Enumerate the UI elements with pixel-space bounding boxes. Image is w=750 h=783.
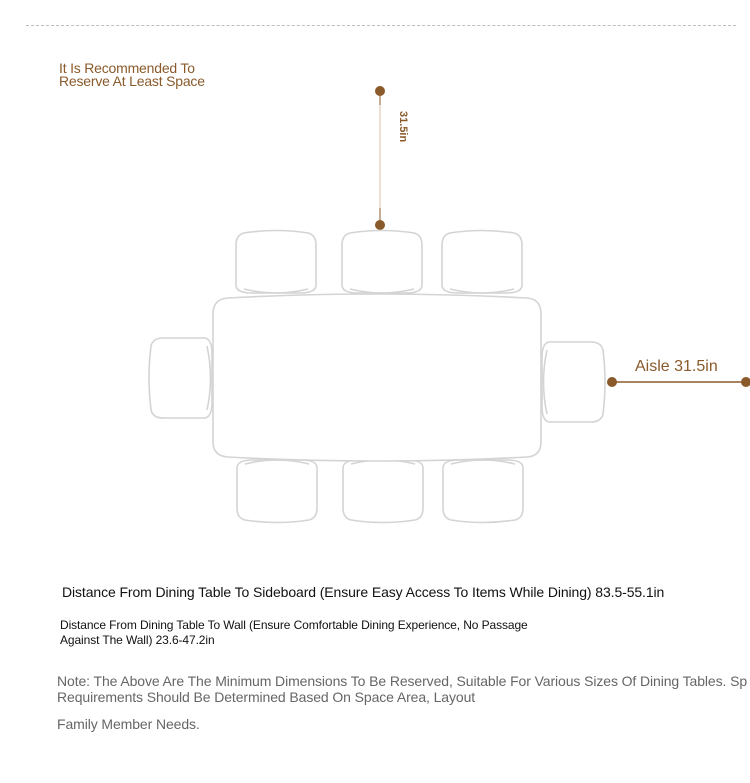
- note-text: [57, 673, 750, 732]
- aisle-dimension-line: [607, 377, 750, 387]
- top-gap-dimension-label: 31.5in: [397, 111, 409, 143]
- chair-top-center: [342, 231, 422, 294]
- wall-distance-text: [60, 618, 528, 647]
- note-line-1: Note: The Above Are The Minimum Dimensions To Be Reserved, Suitable For Various Sizes Of Dining Tables. Sp: [57, 673, 748, 689]
- chair-left-end: [149, 338, 212, 418]
- aisle-endpoint-right: [741, 377, 750, 387]
- chair-bottom-right: [443, 460, 523, 523]
- sideboard-distance-text: Distance From Dining Table To Sideboard (Ensure Easy Access To Items While Dining) 83.5-55.1in: [62, 584, 665, 600]
- aisle-endpoint-left: [607, 377, 617, 387]
- note-line-2: Requirements Should Be Determined Based On Space Area, Layout: [57, 689, 476, 705]
- dimension-endpoint-top: [375, 86, 385, 96]
- dimension-endpoint-bottom: [375, 220, 385, 230]
- note-line-3: Family Member Needs.: [57, 716, 200, 732]
- chair-bottom-center: [343, 460, 423, 523]
- chair-top-left: [236, 231, 316, 294]
- chair-bottom-left: [237, 460, 317, 523]
- chair-top-right: [442, 231, 522, 294]
- recommendation-line-2: Reserve At Least Space: [59, 72, 205, 89]
- recommendation-line-1: It Is Recommended To: [59, 60, 195, 76]
- top-dimension-line: [375, 86, 385, 230]
- wall-distance-line-2: Against The Wall) 23.6-47.2in: [60, 632, 215, 647]
- aisle-dimension-label: Aisle 31.5in: [635, 358, 718, 375]
- chair-right-end: [542, 342, 605, 422]
- dining-table: [213, 294, 541, 461]
- wall-distance-line-1: Distance From Dining Table To Wall (Ensure Comfortable Dining Experience, No Passage: [60, 618, 528, 632]
